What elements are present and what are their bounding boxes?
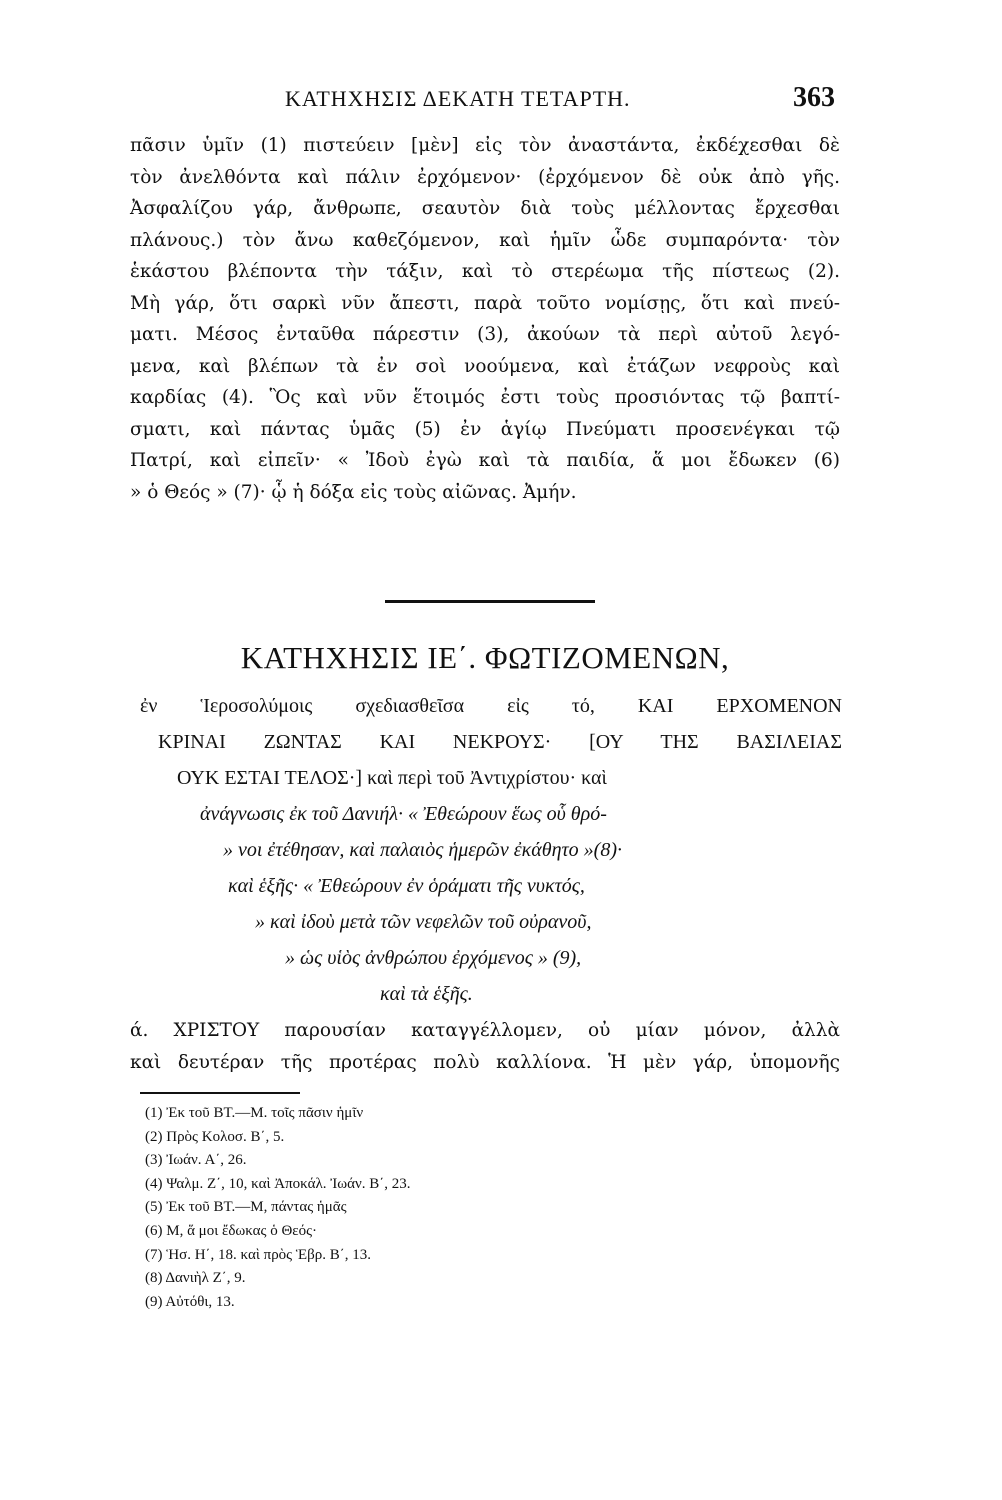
text-line: Πατρί, καὶ εἰπεῖν· « Ἰδοὺ ἐγὼ καὶ τὰ παιδία, ἅ μοι ἔδωκεν (6) [130,450,840,471]
text-line: καὶ δευτέραν τῆς προτέρας πολὺ καλλίονα. Ἡ μὲν γάρ, ὑπομονῆς [130,1051,840,1073]
heading-line: » νοι ἐτέθησαν, καὶ παλαιὸς ἡμερῶν ἐκάθητο »(8)· [223,839,622,861]
footnote: (9) Αὐτόθι, 13. [145,1293,235,1310]
section-subheading [130,688,842,1012]
footnotes [145,1102,545,1314]
text-line: Μὴ γάρ, ὅτι σαρκὶ νῦν ἄπεστι, παρὰ τοῦτο νομίσῃς, ὅτι καὶ πνεύ- [130,292,840,314]
text-line: » ὁ Θεός » (7)· ᾧ ἡ δόξα εἰς τοὺς αἰῶνας. Ἀμήν. [130,481,577,503]
heading-line: ΟΥΚ ΕΣΤΑΙ ΤΕΛΟΣ·] καὶ περὶ τοῦ Ἀντιχρίστου· καὶ [177,767,607,789]
footnote: (8) Δανιὴλ Ζ΄, 9. [145,1270,246,1287]
footnote: (3) Ἰωάν. Α΄, 26. [145,1152,247,1169]
footnote: (4) Ψαλμ. Ζ΄, 10, καὶ Ἀποκάλ. Ἰωάν. Β΄, 23. [145,1175,411,1192]
page-number: 363 [793,82,835,113]
body-paragraph [130,130,840,508]
footnote: (7) Ἡσ. Η΄, 18. καὶ πρὸς Ἑβρ. Β΄, 13. [145,1246,371,1263]
text-line: ματι. Μέσος ἐνταῦθα πάρεστιν (3), ἀκούων τὰ περὶ αὐτοῦ λεγό- [130,324,840,345]
heading-line: » ὡς υἱὸς ἀνθρώπου ἐρχόμενος » (9), [285,947,582,969]
heading-line: καὶ τὰ ἑξῆς. [380,983,473,1005]
text-line: τὸν ἀνελθόντα καὶ πάλιν ἐρχόμενον· (ἐρχόμενον δὲ οὐκ ἀπὸ γῆς. [130,166,840,188]
footnote-divider [140,1092,300,1094]
text-line: πᾶσιν ὑμῖν (1) πιστεύειν [μὲν] εἰς τὸν ἀναστάντα, ἐκδέχεσθαι δὲ [130,135,840,156]
text-line: σματι, καὶ πάντας ὑμᾶς (5) ἐν ἁγίῳ Πνεύματι προσενέγκαι τῷ [130,418,840,440]
footnote: (2) Πρὸς Κολοσ. Β΄, 5. [145,1128,285,1145]
heading-line: ἐν Ἱεροσολύμοις σχεδιασθεῖσα εἰς τό, ΚΑΙ ΕΡΧΟΜΕΝΟΝ [140,695,842,717]
text-line: καρδίας (4). Ὃς καὶ νῦν ἕτοιμός ἐστι τοὺς προσιόντας τῷ βαπτί- [130,387,840,408]
text-line: μενα, καὶ βλέπων τὰ ἐν σοὶ νοούμενα, καὶ ἐτάζων νεφροὺς καὶ [130,355,840,377]
text-line: Ἀσφαλίζου γάρ, ἄνθρωπε, σεαυτὸν διὰ τοὺς μέλλοντας ἔρχεσθαι [130,198,840,219]
section-divider [385,600,595,603]
running-title: ΚΑΤΗΧΗΣΙΣ ΔΕΚΑΤΗ ΤΕΤΑΡΤΗ. [285,86,631,111]
heading-line: καὶ ἑξῆς· « Ἐθεώρουν ἐν ὁράματι τῆς νυκτός, [228,875,585,897]
text-line: πλάνους.) τὸν ἄνω καθεζόμενον, καὶ ἡμῖν ὧδε συμπαρόντα· τὸν [130,229,840,251]
text-line: ἑκάστου βλέποντα τὴν τάξιν, καὶ τὸ στερέωμα τῆς πίστεως (2). [130,261,840,282]
body-paragraph [130,1015,840,1078]
heading-line: ΚΡΙΝΑΙ ΖΩΝΤΑΣ ΚΑΙ ΝΕΚΡΟΥΣ· [ΟΥ ΤΗΣ ΒΑΣΙΛΕΙΑΣ [158,731,842,753]
footnote: (1) Ἐκ τοῦ ΒΤ.—Μ. τοῖς πᾶσιν ἡμῖν [145,1105,364,1121]
text-line: ά. ΧΡΙΣΤΟΥ παρουσίαν καταγγέλλομεν, οὐ μίαν μόνον, ἀλλὰ [130,1020,840,1041]
heading-line: ἀνάγνωσις ἐκ τοῦ Δανιήλ· « Ἐθεώρουν ἕως οὗ θρό- [200,803,607,825]
running-header [130,82,835,122]
footnote: (5) Ἐκ τοῦ ΒΤ.—Μ, πάντας ἡμᾶς [145,1199,347,1216]
footnote: (6) Μ, ἅ μοι ἔδωκας ὁ Θεός· [145,1222,318,1239]
section-title: ΚΑΤΗΧΗΣΙΣ ΙΕ΄. ΦΩΤΙΖΟΜΕΝΩΝ, [240,640,730,675]
heading-line: » καὶ ἰδοὺ μετὰ τῶν νεφελῶν τοῦ οὐρανοῦ, [255,911,592,933]
